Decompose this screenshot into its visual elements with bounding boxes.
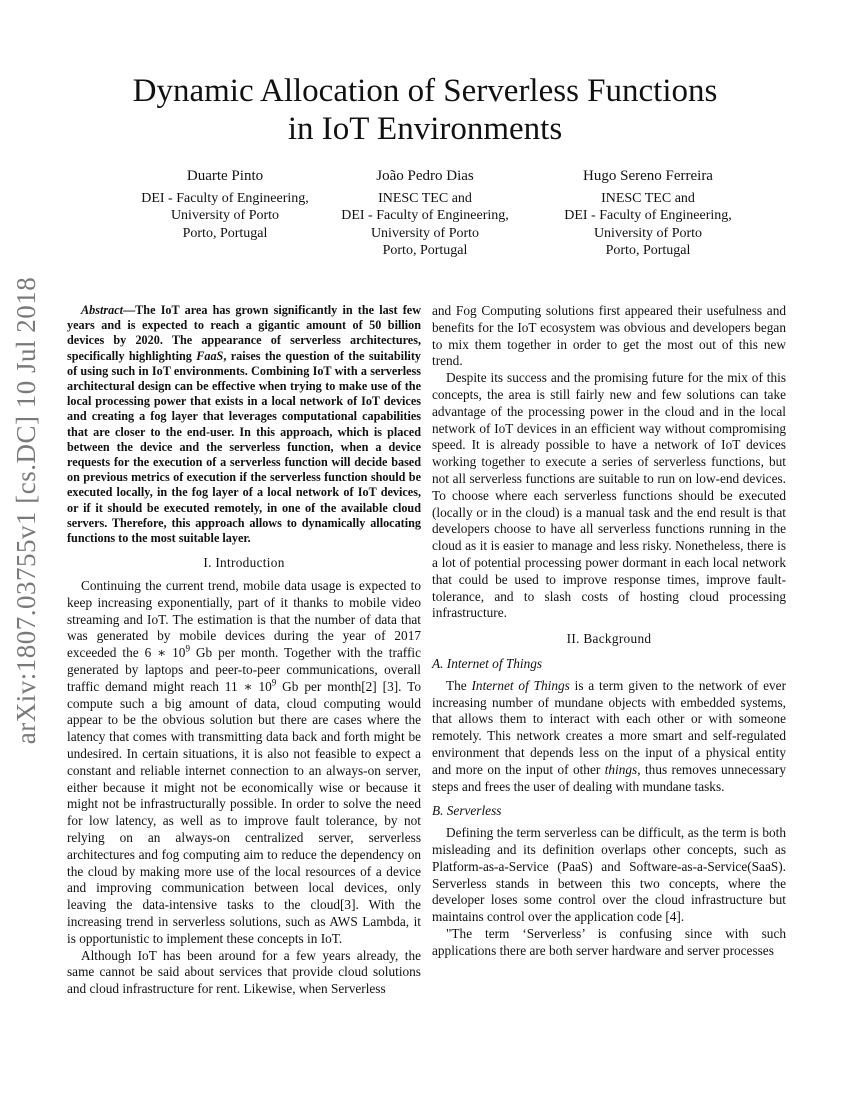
abstract-text-1: —The IoT area has grown significantly in the last few years and is expected to reach a gigantic amount of 50 billion devices by 2020. The appearance of serverless architectures, specifically highlighting: [67, 303, 421, 363]
arxiv-id-text: arXiv:1807.03755v1 [cs.DC] 10 Jul 2018: [11, 276, 42, 744]
author-affiliation: DEI - Faculty of Engineering,: [341, 208, 509, 223]
author-name: Duarte Pinto: [186, 168, 264, 184]
paper-title: [60, 72, 790, 148]
author-affiliation: DEI - Faculty of Engineering,: [141, 190, 309, 206]
iot-p-part-b: is a term given to the network of ever increasing number of mundane objects with embedded systems, that allows them to interact with each other or with someone remotely. This network creates a more smart and self-regulated environment that depends less on the input of a physical entity and more on the input of other: [432, 677, 786, 777]
author-affiliation: DEI - Faculty of Engineering,: [564, 208, 732, 223]
abstract-faas: FaaS: [196, 348, 224, 363]
intro-p1-part-a: Continuing the current trend, mobile data usage is expected to keep increasing exponentially, part of it thanks to mobile video streaming and IoT. The estimation is that the number of data that was generated by mobile devices during the year of 2017 exceeded the 6 ∗ 10: [67, 578, 421, 661]
section-heading-background: II. Background: [566, 631, 652, 647]
author-affiliation: University of Porto: [370, 225, 480, 241]
author-affiliation: Porto, Portugal: [605, 243, 691, 258]
title-line-2: in IoT Environments: [287, 111, 563, 147]
subsection-heading-iot: A. Internet of Things: [432, 655, 543, 671]
abstract: [67, 303, 421, 546]
author-affiliation: Porto, Portugal: [382, 243, 468, 258]
author-block-3: [523, 168, 773, 260]
author-block-2: [300, 168, 550, 260]
iot-things: things: [604, 761, 638, 777]
author-affiliation: Porto, Portugal: [182, 225, 268, 241]
intro-paragraph-3: Despite its success and the promising future for the mix of this concepts, the area is still fairly new and few solutions can take advantage of the processing power in the cloud and in the local network of IoT devices in an efficient way without compromising speed. It is already possible to have a network of IoT devices working together to execute a series of serverless functions, but not all serverless functions are suitable to run on low-end devices. To choose where each serverless functions should be executed (locally or in the cloud) is a manual task and the end result is that developers choose to have all serverless functions running in the cloud as it is easier to manage and less risky. Nonetheless, there is a lot of potential processing power dormant in each local network that could be used to improve response times, improve fault-tolerance, and to slash costs of hosting cloud processing infrastructure.: [432, 370, 786, 621]
title-line-1: Dynamic Allocation of Serverless Functions: [132, 73, 718, 109]
right-column: [432, 303, 786, 959]
author-name: João Pedro Dias: [376, 168, 474, 184]
iot-term: Internet of Things: [471, 677, 570, 693]
author-name: Hugo Sereno Ferreira: [583, 168, 713, 184]
author-affiliation: University of Porto: [593, 225, 703, 241]
intro-paragraph-2-continued: and Fog Computing solutions first appeared their usefulness and benefits for the IoT ecosystem was obvious and developers began to mix them together in order to get the most out of this new trend.: [432, 303, 786, 369]
intro-p1-part-b: Gb per month. Together with the traffic generated by laptops and peer-to-peer communications, overall traffic demand might reach 11 ∗ 10: [67, 645, 422, 694]
author-affiliation: INESC TEC and: [378, 190, 472, 206]
author-affiliation: University of Porto: [170, 208, 280, 223]
serverless-paragraph-1: Defining the term serverless can be difficult, as the term is both misleading and its definition overlaps other concepts, such as Platform-as-a-Service (PaaS) and Software-as-a-Service(SaaS). Serverless stands in between this two concepts, where the developer loses some control over the cloud infrastructure but maintains control over the application code [4].: [432, 825, 786, 925]
arxiv-identifier: [8, 276, 46, 744]
author-affiliation: INESC TEC and: [601, 190, 695, 206]
intro-paragraph-2: Although IoT has been around for a few years already, the same cannot be said about services that provide cloud solutions and cloud infrastructure for rent. Likewise, when Serverless: [67, 947, 421, 997]
intro-paragraph-1: [67, 578, 421, 948]
exponent: 9: [185, 643, 190, 654]
abstract-text-2: , raises the question of the suitability of using such in IoT environments. Combining IoT with a serverless architectural design can be effective when trying to make use of the local processing power that exists in a local network of IoT devices and creating a fog layer that leverages computational capabilities that are closer to the end-user. In this approach, which is placed between the device and the serverless function, when a device requests for the execution of a serverless function will decide based on previous metrics of execution if the serverless function should be executed locally, in the fog layer of a local network of IoT devices, or if it should be executed remotely, in one of the available cloud servers. Therefore, this approach allows to dynamically allocating functions to the most suitable layer.: [67, 348, 421, 546]
iot-p-part-a: The: [446, 677, 472, 693]
subsection-heading-serverless: B. Serverless: [432, 803, 502, 819]
abstract-label: Abstract: [81, 303, 123, 317]
section-heading-introduction: I. Introduction: [203, 555, 285, 571]
intro-p1-part-c: Gb per month[2] [3]. To compute such a big amount of data, cloud computing would appear to be the obvious solution but there are cases where the latency that comes with transmitting data back and forth might be undesired. In certain situations, it is also not feasible to expect a constant and reliable internet connection to an always-on server, either because it might not be economically wise or because it might not be infrastructurally possible. In order to solve the need for low latency, as well as to improve fault tolerance, by not relying on an always-on centralized server, serverless architectures and fog computing aim to reduce the dependency on the cloud by making more use of the local resources of a device and improving communication between local devices, only leaving the data-intensive tasks to the cloud[3]. With the increasing trend in serverless solutions, such as AWS Lambda, it is opportunistic to implement these concepts in IoT.: [67, 678, 421, 946]
iot-p-part-c: , thus removes unnecessary steps and frees the user of dealing with mundane tasks.: [432, 761, 786, 794]
iot-paragraph: [432, 678, 786, 796]
left-column: [67, 303, 421, 998]
exponent: 9: [271, 677, 277, 688]
serverless-paragraph-2: "The term ‘Serverless’ is confusing since with such applications there are both server hardware and server processes: [432, 925, 786, 958]
